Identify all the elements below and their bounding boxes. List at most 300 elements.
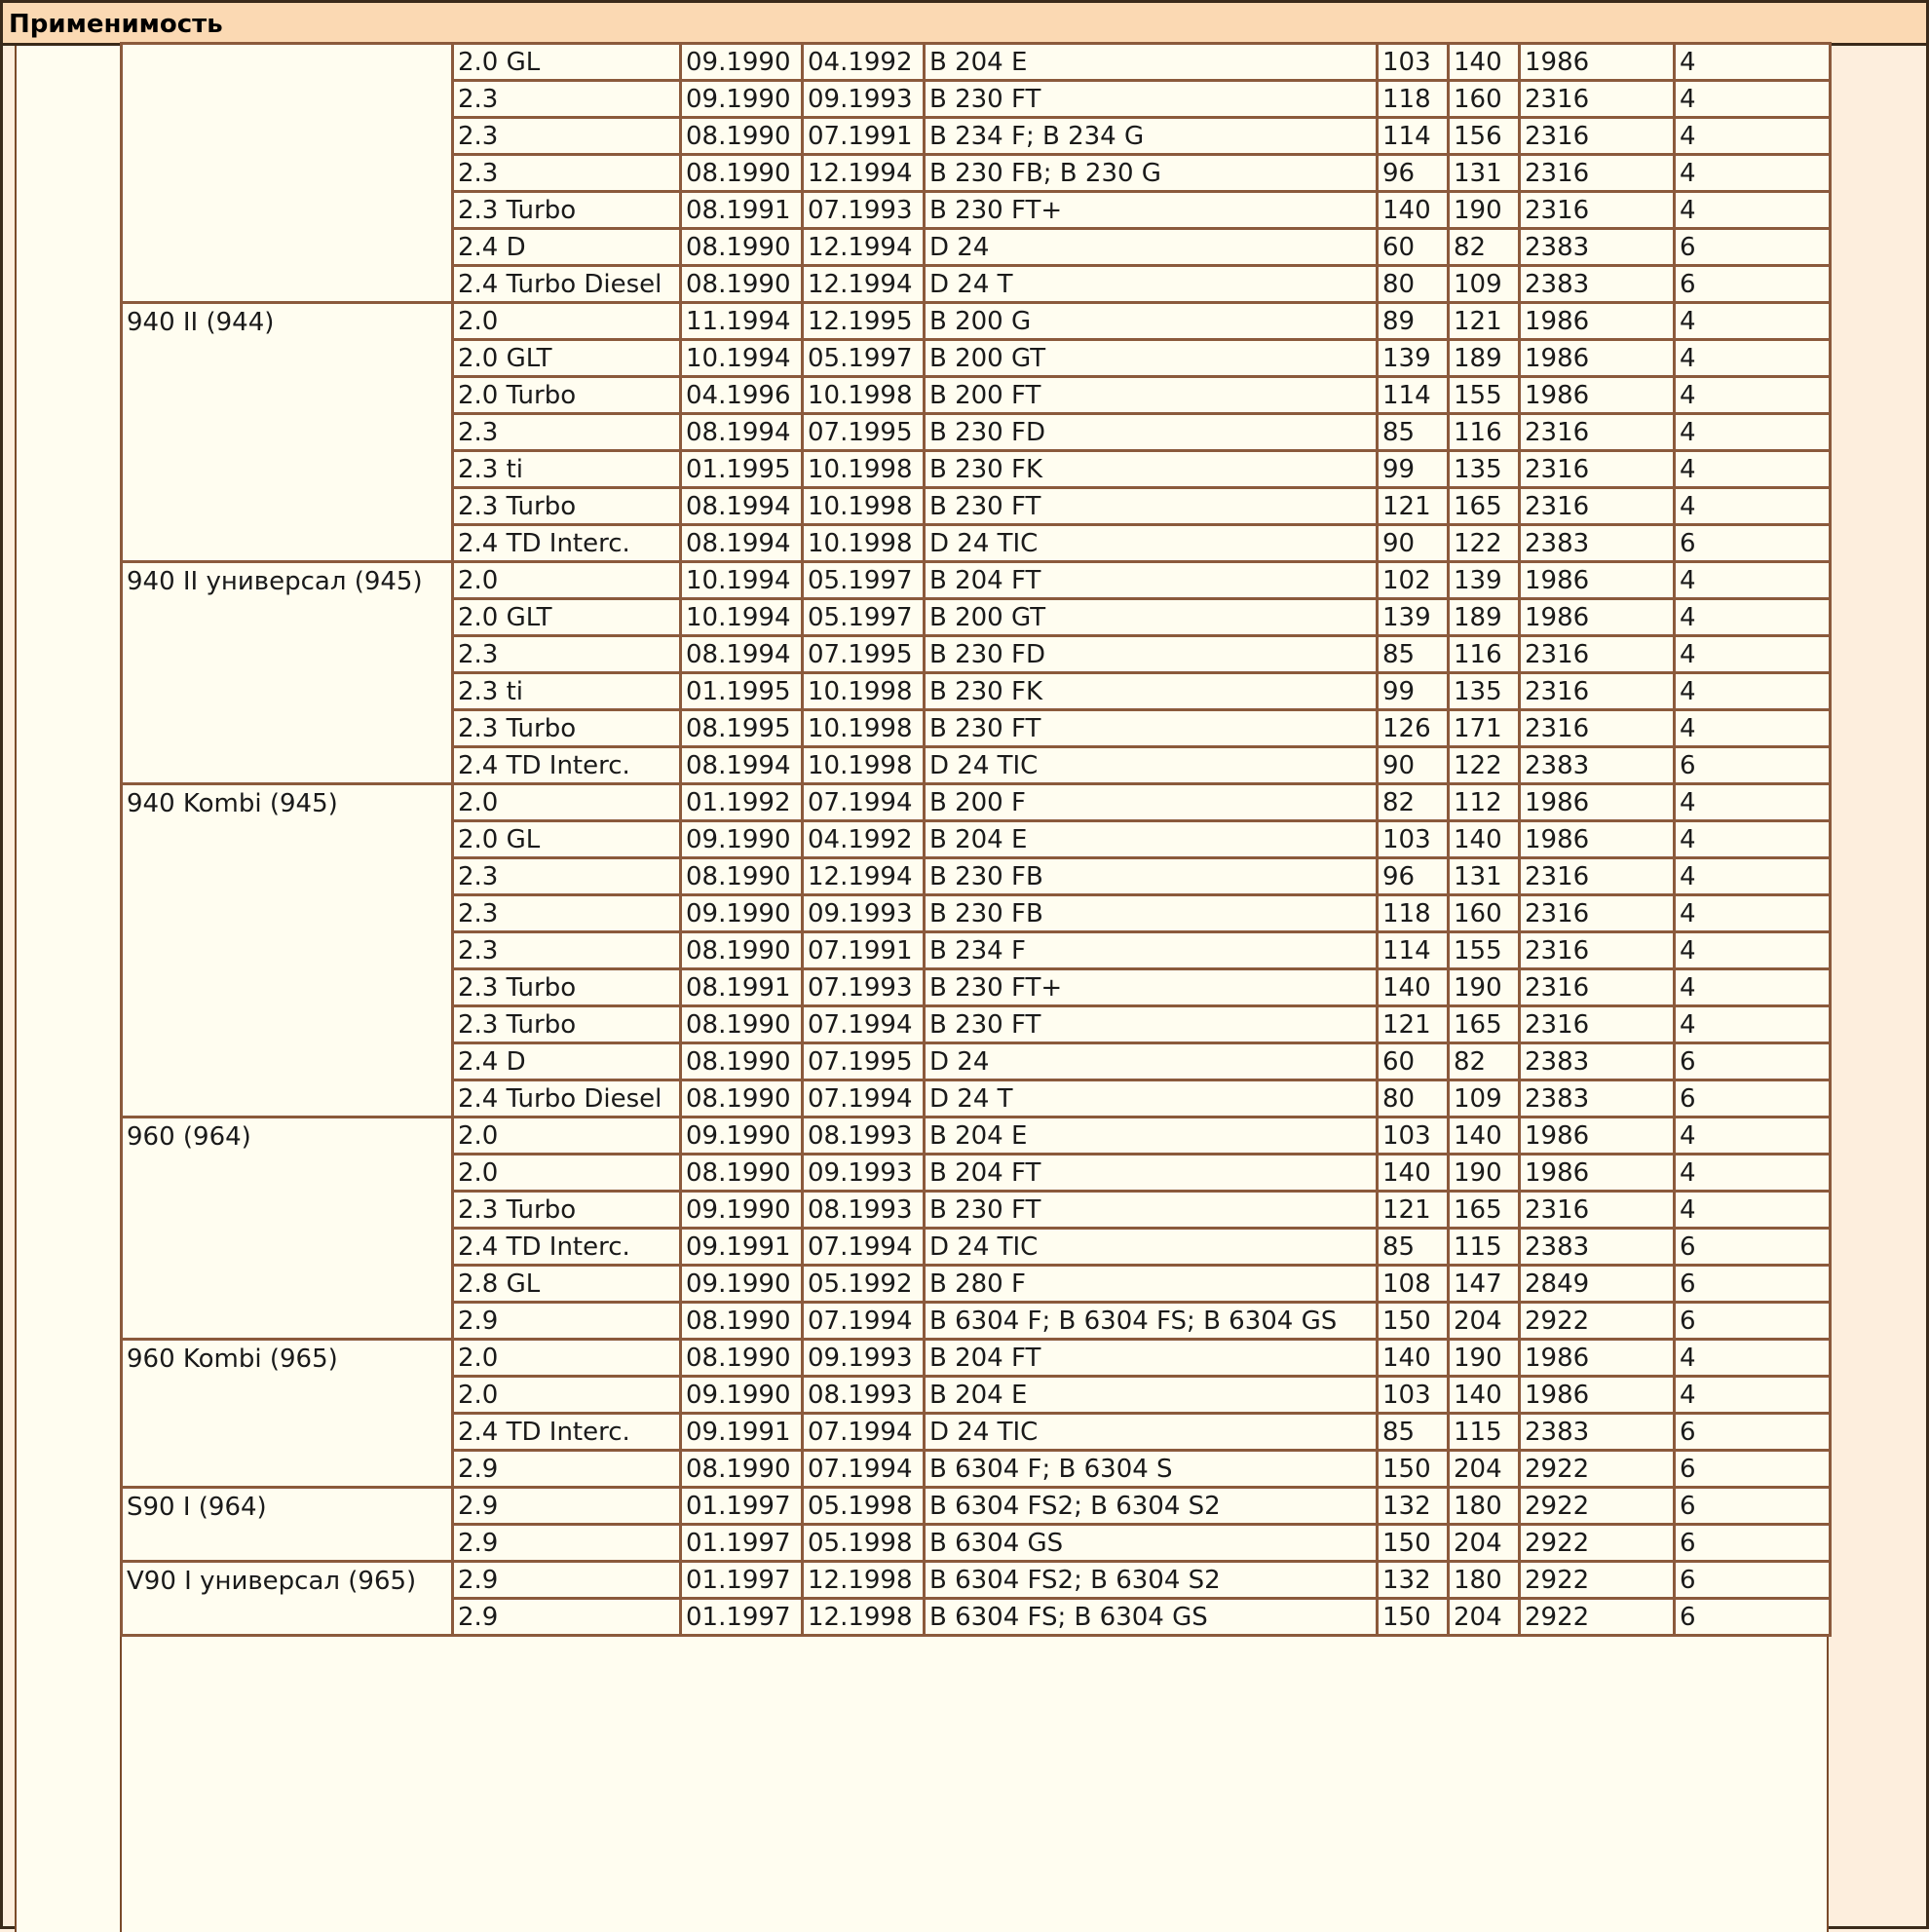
displacement-cell: 2383: [1520, 266, 1675, 303]
engine-code-cell: D 24 T: [925, 266, 1378, 303]
power-kw-cell: 82: [1378, 784, 1449, 821]
power-hp-cell: 165: [1449, 488, 1520, 525]
power-hp-cell: 116: [1449, 414, 1520, 451]
start-date-cell: 08.1990: [681, 1303, 803, 1340]
start-date-cell: 08.1994: [681, 747, 803, 784]
cylinders-cell: 4: [1675, 710, 1831, 747]
displacement-cell: 2316: [1520, 414, 1675, 451]
cylinders-cell: 6: [1675, 1414, 1831, 1451]
power-kw-cell: 80: [1378, 1080, 1449, 1118]
power-hp-cell: 204: [1449, 1525, 1520, 1562]
engine-code-cell: D 24 TIC: [925, 1229, 1378, 1266]
engine-variant-cell: 2.3: [453, 155, 681, 192]
displacement-cell: 2922: [1520, 1525, 1675, 1562]
power-kw-cell: 99: [1378, 673, 1449, 710]
displacement-cell: 2316: [1520, 858, 1675, 895]
power-kw-cell: 60: [1378, 1043, 1449, 1080]
table-row: [122, 44, 1831, 81]
engine-code-cell: B 230 FT+: [925, 192, 1378, 229]
start-date-cell: 09.1991: [681, 1229, 803, 1266]
cylinders-cell: 4: [1675, 858, 1831, 895]
power-hp-cell: 112: [1449, 784, 1520, 821]
displacement-cell: 1986: [1520, 377, 1675, 414]
power-hp-cell: 122: [1449, 525, 1520, 562]
end-date-cell: 10.1998: [803, 673, 925, 710]
end-date-cell: 07.1995: [803, 1043, 925, 1080]
start-date-cell: 08.1990: [681, 858, 803, 895]
power-hp-cell: 131: [1449, 155, 1520, 192]
displacement-cell: 2383: [1520, 1229, 1675, 1266]
start-date-cell: 09.1990: [681, 821, 803, 858]
power-kw-cell: 121: [1378, 488, 1449, 525]
engine-variant-cell: 2.8 GL: [453, 1266, 681, 1303]
power-hp-cell: 122: [1449, 747, 1520, 784]
start-date-cell: 08.1991: [681, 969, 803, 1006]
power-hp-cell: 204: [1449, 1451, 1520, 1488]
displacement-cell: 2383: [1520, 525, 1675, 562]
start-date-cell: 08.1990: [681, 1006, 803, 1043]
start-date-cell: 08.1991: [681, 192, 803, 229]
power-kw-cell: 139: [1378, 599, 1449, 636]
engine-code-cell: B 6304 F; B 6304 S: [925, 1451, 1378, 1488]
displacement-cell: 1986: [1520, 1118, 1675, 1155]
engine-variant-cell: 2.0: [453, 303, 681, 340]
power-hp-cell: 160: [1449, 895, 1520, 932]
power-hp-cell: 135: [1449, 673, 1520, 710]
end-date-cell: 09.1993: [803, 895, 925, 932]
engine-variant-cell: 2.0 Turbo: [453, 377, 681, 414]
start-date-cell: 08.1990: [681, 1451, 803, 1488]
displacement-cell: 2922: [1520, 1303, 1675, 1340]
power-kw-cell: 121: [1378, 1192, 1449, 1229]
start-date-cell: 01.1997: [681, 1488, 803, 1525]
engine-code-cell: B 230 FB: [925, 858, 1378, 895]
displacement-cell: 2316: [1520, 81, 1675, 118]
cylinders-cell: 6: [1675, 229, 1831, 266]
engine-code-cell: B 6304 FS2; B 6304 S2: [925, 1562, 1378, 1599]
power-hp-cell: 165: [1449, 1192, 1520, 1229]
engine-code-cell: B 200 GT: [925, 599, 1378, 636]
engine-code-cell: B 230 FD: [925, 414, 1378, 451]
power-hp-cell: 121: [1449, 303, 1520, 340]
applicability-table: [120, 42, 1832, 1637]
engine-code-cell: B 230 FK: [925, 451, 1378, 488]
engine-variant-cell: 2.0: [453, 562, 681, 599]
engine-code-cell: D 24 TIC: [925, 525, 1378, 562]
start-date-cell: 08.1990: [681, 1080, 803, 1118]
engine-variant-cell: 2.3: [453, 118, 681, 155]
power-kw-cell: 89: [1378, 303, 1449, 340]
cylinders-cell: 6: [1675, 1080, 1831, 1118]
engine-variant-cell: 2.0 GL: [453, 821, 681, 858]
start-date-cell: 04.1996: [681, 377, 803, 414]
start-date-cell: 08.1994: [681, 636, 803, 673]
displacement-cell: 2316: [1520, 155, 1675, 192]
end-date-cell: 07.1995: [803, 636, 925, 673]
engine-variant-cell: 2.4 TD Interc.: [453, 525, 681, 562]
cylinders-cell: 6: [1675, 525, 1831, 562]
start-date-cell: 01.1995: [681, 451, 803, 488]
engine-variant-cell: 2.4 Turbo Diesel: [453, 266, 681, 303]
power-hp-cell: 140: [1449, 44, 1520, 81]
power-kw-cell: 132: [1378, 1488, 1449, 1525]
table-row: [122, 562, 1831, 599]
displacement-cell: 1986: [1520, 340, 1675, 377]
engine-variant-cell: 2.9: [453, 1488, 681, 1525]
end-date-cell: 07.1994: [803, 1414, 925, 1451]
power-hp-cell: 115: [1449, 1229, 1520, 1266]
start-date-cell: 08.1990: [681, 229, 803, 266]
start-date-cell: 01.1997: [681, 1562, 803, 1599]
model-cell: V90 I универсал (965): [122, 1562, 453, 1636]
end-date-cell: 12.1994: [803, 266, 925, 303]
engine-variant-cell: 2.3 Turbo: [453, 192, 681, 229]
end-date-cell: 05.1997: [803, 340, 925, 377]
power-kw-cell: 103: [1378, 1377, 1449, 1414]
engine-code-cell: B 204 E: [925, 44, 1378, 81]
cylinders-cell: 4: [1675, 414, 1831, 451]
end-date-cell: 05.1998: [803, 1525, 925, 1562]
engine-code-cell: B 204 FT: [925, 1340, 1378, 1377]
displacement-cell: 2922: [1520, 1562, 1675, 1599]
displacement-cell: 2316: [1520, 451, 1675, 488]
end-date-cell: 05.1997: [803, 562, 925, 599]
cylinders-cell: 4: [1675, 303, 1831, 340]
engine-code-cell: B 234 F: [925, 932, 1378, 969]
end-date-cell: 12.1994: [803, 858, 925, 895]
engine-variant-cell: 2.0: [453, 1340, 681, 1377]
model-cell: [122, 44, 453, 303]
start-date-cell: 10.1994: [681, 599, 803, 636]
power-kw-cell: 150: [1378, 1303, 1449, 1340]
cylinders-cell: 4: [1675, 1377, 1831, 1414]
end-date-cell: 07.1991: [803, 118, 925, 155]
start-date-cell: 01.1997: [681, 1599, 803, 1636]
power-hp-cell: 189: [1449, 599, 1520, 636]
start-date-cell: 09.1990: [681, 81, 803, 118]
engine-variant-cell: 2.3: [453, 895, 681, 932]
displacement-cell: 2316: [1520, 969, 1675, 1006]
model-cell: 960 Kombi (965): [122, 1340, 453, 1488]
engine-code-cell: B 230 FT: [925, 710, 1378, 747]
engine-variant-cell: 2.0 GLT: [453, 340, 681, 377]
table-row: [122, 303, 1831, 340]
cylinders-cell: 4: [1675, 784, 1831, 821]
cylinders-cell: 4: [1675, 451, 1831, 488]
power-kw-cell: 118: [1378, 895, 1449, 932]
engine-variant-cell: 2.0 GLT: [453, 599, 681, 636]
power-hp-cell: 180: [1449, 1488, 1520, 1525]
cylinders-cell: 6: [1675, 1451, 1831, 1488]
power-hp-cell: 190: [1449, 192, 1520, 229]
power-hp-cell: 140: [1449, 1377, 1520, 1414]
power-hp-cell: 109: [1449, 266, 1520, 303]
engine-code-cell: B 200 FT: [925, 377, 1378, 414]
power-hp-cell: 180: [1449, 1562, 1520, 1599]
cylinders-cell: 4: [1675, 81, 1831, 118]
cylinders-cell: 4: [1675, 192, 1831, 229]
displacement-cell: 2383: [1520, 1043, 1675, 1080]
end-date-cell: 07.1994: [803, 1303, 925, 1340]
engine-variant-cell: 2.9: [453, 1451, 681, 1488]
engine-variant-cell: 2.3: [453, 636, 681, 673]
engine-code-cell: B 204 E: [925, 1118, 1378, 1155]
engine-variant-cell: 2.3: [453, 414, 681, 451]
cylinders-cell: 4: [1675, 155, 1831, 192]
end-date-cell: 12.1994: [803, 155, 925, 192]
end-date-cell: 08.1993: [803, 1192, 925, 1229]
end-date-cell: 09.1993: [803, 1155, 925, 1192]
power-kw-cell: 90: [1378, 747, 1449, 784]
power-hp-cell: 82: [1449, 1043, 1520, 1080]
end-date-cell: 12.1994: [803, 229, 925, 266]
engine-variant-cell: 2.0: [453, 1118, 681, 1155]
engine-variant-cell: 2.0: [453, 784, 681, 821]
cylinders-cell: 6: [1675, 747, 1831, 784]
start-date-cell: 01.1997: [681, 1525, 803, 1562]
engine-variant-cell: 2.9: [453, 1599, 681, 1636]
power-kw-cell: 108: [1378, 1266, 1449, 1303]
power-hp-cell: 165: [1449, 1006, 1520, 1043]
end-date-cell: 07.1995: [803, 414, 925, 451]
power-kw-cell: 140: [1378, 1155, 1449, 1192]
displacement-cell: 2922: [1520, 1599, 1675, 1636]
end-date-cell: 10.1998: [803, 488, 925, 525]
end-date-cell: 09.1993: [803, 1340, 925, 1377]
end-date-cell: 07.1994: [803, 784, 925, 821]
engine-variant-cell: 2.3 ti: [453, 451, 681, 488]
table-row: [122, 1562, 1831, 1599]
cylinders-cell: 4: [1675, 562, 1831, 599]
displacement-cell: 1986: [1520, 821, 1675, 858]
start-date-cell: 09.1990: [681, 1266, 803, 1303]
power-hp-cell: 116: [1449, 636, 1520, 673]
table-row: [122, 1340, 1831, 1377]
start-date-cell: 08.1990: [681, 155, 803, 192]
model-cell: 940 Kombi (945): [122, 784, 453, 1118]
power-hp-cell: 160: [1449, 81, 1520, 118]
table-row: [122, 1118, 1831, 1155]
engine-variant-cell: 2.3: [453, 932, 681, 969]
engine-variant-cell: 2.0: [453, 1377, 681, 1414]
displacement-cell: 2316: [1520, 895, 1675, 932]
engine-variant-cell: 2.4 TD Interc.: [453, 1229, 681, 1266]
displacement-cell: 1986: [1520, 599, 1675, 636]
engine-code-cell: B 230 FD: [925, 636, 1378, 673]
cylinders-cell: 4: [1675, 895, 1831, 932]
engine-variant-cell: 2.0 GL: [453, 44, 681, 81]
power-hp-cell: 115: [1449, 1414, 1520, 1451]
cylinders-cell: 4: [1675, 969, 1831, 1006]
start-date-cell: 09.1990: [681, 895, 803, 932]
power-kw-cell: 132: [1378, 1562, 1449, 1599]
power-hp-cell: 139: [1449, 562, 1520, 599]
displacement-cell: 1986: [1520, 784, 1675, 821]
displacement-cell: 2383: [1520, 1414, 1675, 1451]
start-date-cell: 08.1994: [681, 414, 803, 451]
start-date-cell: 09.1990: [681, 1118, 803, 1155]
end-date-cell: 05.1992: [803, 1266, 925, 1303]
end-date-cell: 05.1998: [803, 1488, 925, 1525]
cylinders-cell: 4: [1675, 340, 1831, 377]
engine-code-cell: B 6304 GS: [925, 1525, 1378, 1562]
end-date-cell: 07.1994: [803, 1080, 925, 1118]
start-date-cell: 09.1991: [681, 1414, 803, 1451]
power-hp-cell: 109: [1449, 1080, 1520, 1118]
cylinders-cell: 6: [1675, 1303, 1831, 1340]
table-row: [122, 1488, 1831, 1525]
cylinders-cell: 4: [1675, 1192, 1831, 1229]
power-hp-cell: 156: [1449, 118, 1520, 155]
power-hp-cell: 147: [1449, 1266, 1520, 1303]
displacement-cell: 1986: [1520, 1155, 1675, 1192]
engine-variant-cell: 2.4 Turbo Diesel: [453, 1080, 681, 1118]
engine-code-cell: B 6304 F; B 6304 FS; B 6304 GS: [925, 1303, 1378, 1340]
power-kw-cell: 140: [1378, 969, 1449, 1006]
engine-variant-cell: 2.3 Turbo: [453, 488, 681, 525]
power-kw-cell: 140: [1378, 192, 1449, 229]
displacement-cell: 1986: [1520, 1340, 1675, 1377]
power-kw-cell: 99: [1378, 451, 1449, 488]
start-date-cell: 10.1994: [681, 562, 803, 599]
start-date-cell: 08.1994: [681, 488, 803, 525]
engine-code-cell: B 230 FT: [925, 81, 1378, 118]
displacement-cell: 2316: [1520, 118, 1675, 155]
power-kw-cell: 96: [1378, 858, 1449, 895]
power-kw-cell: 114: [1378, 377, 1449, 414]
power-hp-cell: 135: [1449, 451, 1520, 488]
cylinders-cell: 6: [1675, 266, 1831, 303]
power-kw-cell: 150: [1378, 1599, 1449, 1636]
cylinders-cell: 4: [1675, 1340, 1831, 1377]
power-kw-cell: 150: [1378, 1525, 1449, 1562]
cylinders-cell: 4: [1675, 377, 1831, 414]
power-hp-cell: 190: [1449, 969, 1520, 1006]
end-date-cell: 10.1998: [803, 525, 925, 562]
power-kw-cell: 102: [1378, 562, 1449, 599]
displacement-cell: 1986: [1520, 44, 1675, 81]
start-date-cell: 01.1992: [681, 784, 803, 821]
engine-code-cell: D 24 TIC: [925, 747, 1378, 784]
power-kw-cell: 103: [1378, 821, 1449, 858]
start-date-cell: 08.1990: [681, 118, 803, 155]
end-date-cell: 10.1998: [803, 710, 925, 747]
cylinders-cell: 4: [1675, 488, 1831, 525]
start-date-cell: 10.1994: [681, 340, 803, 377]
power-kw-cell: 85: [1378, 636, 1449, 673]
end-date-cell: 08.1993: [803, 1118, 925, 1155]
cylinders-cell: 4: [1675, 1155, 1831, 1192]
end-date-cell: 04.1992: [803, 821, 925, 858]
engine-code-cell: D 24 T: [925, 1080, 1378, 1118]
power-hp-cell: 204: [1449, 1599, 1520, 1636]
displacement-cell: 2922: [1520, 1488, 1675, 1525]
engine-code-cell: D 24: [925, 229, 1378, 266]
displacement-cell: 2316: [1520, 932, 1675, 969]
start-date-cell: 08.1990: [681, 1155, 803, 1192]
start-date-cell: 01.1995: [681, 673, 803, 710]
power-kw-cell: 150: [1378, 1451, 1449, 1488]
engine-variant-cell: 2.3 ti: [453, 673, 681, 710]
power-kw-cell: 90: [1378, 525, 1449, 562]
start-date-cell: 08.1990: [681, 1340, 803, 1377]
engine-code-cell: B 230 FT: [925, 488, 1378, 525]
engine-variant-cell: 2.3: [453, 81, 681, 118]
displacement-cell: 2316: [1520, 710, 1675, 747]
power-kw-cell: 96: [1378, 155, 1449, 192]
displacement-cell: 2316: [1520, 1006, 1675, 1043]
power-kw-cell: 118: [1378, 81, 1449, 118]
engine-code-cell: B 200 GT: [925, 340, 1378, 377]
displacement-cell: 1986: [1520, 1377, 1675, 1414]
displacement-cell: 2316: [1520, 673, 1675, 710]
engine-code-cell: B 6304 FS2; B 6304 S2: [925, 1488, 1378, 1525]
displacement-cell: 2316: [1520, 192, 1675, 229]
engine-code-cell: B 230 FB: [925, 895, 1378, 932]
power-kw-cell: 85: [1378, 1414, 1449, 1451]
start-date-cell: 09.1990: [681, 1377, 803, 1414]
end-date-cell: 10.1998: [803, 377, 925, 414]
engine-variant-cell: 2.9: [453, 1303, 681, 1340]
engine-variant-cell: 2.9: [453, 1562, 681, 1599]
end-date-cell: 07.1993: [803, 969, 925, 1006]
displacement-cell: 2383: [1520, 747, 1675, 784]
table-body: [122, 44, 1831, 1636]
power-kw-cell: 103: [1378, 44, 1449, 81]
end-date-cell: 07.1991: [803, 932, 925, 969]
power-hp-cell: 140: [1449, 821, 1520, 858]
start-date-cell: 08.1994: [681, 525, 803, 562]
displacement-cell: 2922: [1520, 1451, 1675, 1488]
engine-variant-cell: 2.3 Turbo: [453, 1192, 681, 1229]
displacement-cell: 2316: [1520, 1192, 1675, 1229]
power-hp-cell: 190: [1449, 1155, 1520, 1192]
start-date-cell: 09.1990: [681, 44, 803, 81]
cylinders-cell: 4: [1675, 1006, 1831, 1043]
engine-variant-cell: 2.9: [453, 1525, 681, 1562]
end-date-cell: 09.1993: [803, 81, 925, 118]
start-date-cell: 09.1990: [681, 1192, 803, 1229]
start-date-cell: 08.1990: [681, 932, 803, 969]
displacement-cell: 2849: [1520, 1266, 1675, 1303]
end-date-cell: 12.1995: [803, 303, 925, 340]
engine-variant-cell: 2.3: [453, 858, 681, 895]
engine-code-cell: B 200 F: [925, 784, 1378, 821]
end-date-cell: 07.1994: [803, 1006, 925, 1043]
displacement-cell: 2316: [1520, 636, 1675, 673]
power-kw-cell: 80: [1378, 266, 1449, 303]
power-hp-cell: 140: [1449, 1118, 1520, 1155]
engine-code-cell: B 230 FK: [925, 673, 1378, 710]
start-date-cell: 08.1990: [681, 1043, 803, 1080]
engine-variant-cell: 2.3 Turbo: [453, 710, 681, 747]
cylinders-cell: 4: [1675, 118, 1831, 155]
end-date-cell: 04.1992: [803, 44, 925, 81]
displacement-cell: 2316: [1520, 488, 1675, 525]
cylinders-cell: 6: [1675, 1525, 1831, 1562]
cylinders-cell: 6: [1675, 1043, 1831, 1080]
engine-code-cell: B 230 FT+: [925, 969, 1378, 1006]
cylinders-cell: 6: [1675, 1562, 1831, 1599]
displacement-cell: 2383: [1520, 229, 1675, 266]
cylinders-cell: 6: [1675, 1599, 1831, 1636]
cylinders-cell: 6: [1675, 1488, 1831, 1525]
power-hp-cell: 155: [1449, 932, 1520, 969]
engine-code-cell: B 204 FT: [925, 562, 1378, 599]
engine-code-cell: B 204 FT: [925, 1155, 1378, 1192]
engine-variant-cell: 2.4 D: [453, 229, 681, 266]
power-kw-cell: 114: [1378, 118, 1449, 155]
